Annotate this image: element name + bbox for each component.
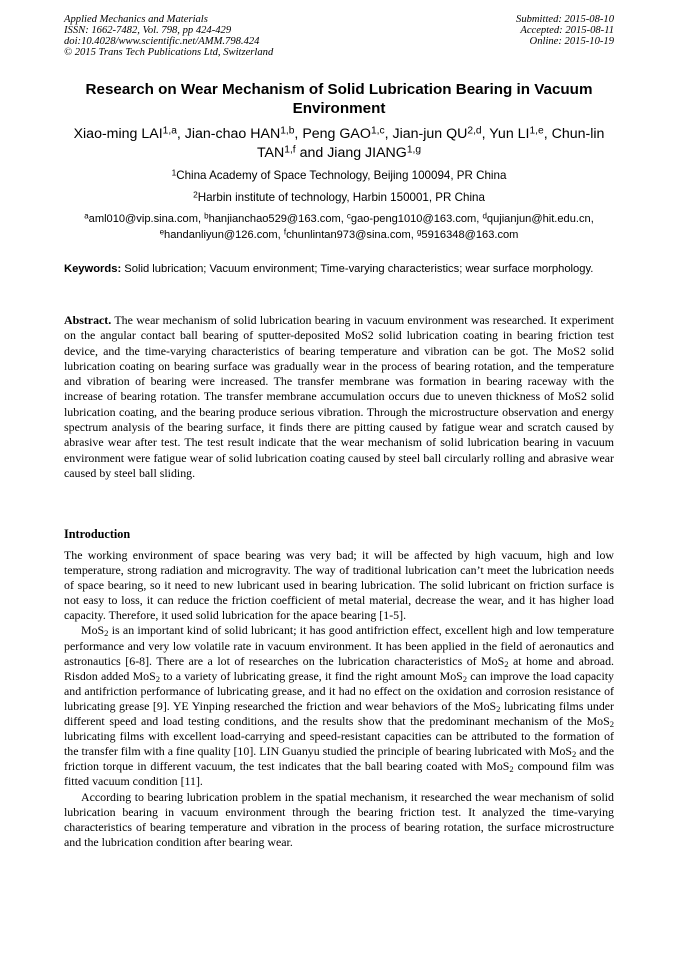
email-marker: d [482,211,487,221]
paragraph [64,623,614,789]
subscript: 2 [462,673,468,684]
affiliation-2 [64,190,614,205]
paragraph: The working environment of space bearing was very bad; it will be affected by high vacuum, high and low temperature, strong radiation and microgravity. The way of traditional lubrication can’t meet the lubrication needs of space bearing, so it need to new lubricant used in bearing lubrication. The solid lubricant on friction surface is not easy to loss, it can reduce the friction coefficient of metal material, decrease the wear, and it has higher load capacity. Therefore, it used solid lubrication for the apace bearing [1-5]. [64,548,614,623]
subscript: 2 [572,749,577,760]
email-marker: g [416,227,422,237]
email-address: gao-peng1010@163.com, [350,213,483,225]
online-date: Online: 2015-10-19 [529,36,614,47]
doi-link[interactable]: doi:10.4028/www.scientific.net/AMM.798.424 [64,36,260,47]
affiliation-text: Harbin institute of technology, Harbin 150001, PR China [197,191,485,204]
author-list: Xiao-ming LAI$^{1,a}$, Jian-chao HAN$^{1,b}$, Peng GAO$^{1,c}$, Jian-jun QU$^{2,d}$, Yun LI$^{1,e}$, Chun-lin TAN$^{1,f}$ and Jiang JIANG$^{1,g}$ [73,125,605,161]
text-run: lubricating films under different speed and load testing conditions, and the results show that the predominant mechanism of the MoS [64,698,614,729]
subscript: 2 [104,628,109,639]
subscript: 2 [504,658,509,669]
text-run: MoS [81,623,105,638]
keywords-text: Solid lubrication; Vacuum environment; Time-varying characteristics; wear surface morphology. [121,263,594,275]
affiliation-text: China Academy of Space Technology, Beijing 100094, PR China [176,169,507,182]
subscript: 2 [609,719,614,730]
email-address: aml010@vip.sina.com, [88,213,205,225]
email-address: 5916348@163.com [421,229,519,241]
subscript: 2 [509,764,514,775]
email-address: hanjianchao529@163.com, [208,213,347,225]
paragraph: According to bearing lubrication problem in the spatial mechanism, it researched the wear mechanism of solid lubrication bearing in vacuum environment through the bearing friction test. It analyzed the time-varying characteristics of bearing temperature and vibration in the process of bearing rotation, the surface microstructure and the lubrication condition after bearing wear. [64,789,614,849]
copyright-line: © 2015 Trans Tech Publications Ltd, Switzerland [64,47,274,58]
email-marker: e [159,227,165,237]
author-affiliation-marker: 1,f [284,144,296,156]
email-marker: b [204,211,209,221]
abstract-label: Abstract. [64,313,112,327]
introduction-body [64,548,614,850]
author-affiliation-marker: 1,b [280,125,295,137]
email-address: chunlintan973@sina.com, [286,229,417,241]
author-affiliation-marker: 2,d [467,125,482,137]
email-address: qujianjun@hit.edu.cn, [486,213,594,225]
email-address: handanliyun@126.com, [164,229,284,241]
email-marker: f [283,227,287,237]
abstract-block [64,313,614,481]
accepted-date: Accepted: 2015-08-11 [520,25,614,36]
issn-line: ISSN: 1662-7482, Vol. 798, pp 424-429 [64,25,232,36]
text-run: and the friction torque in different vacuum, the test indicates that the ball bearing coated with MoS [64,744,614,774]
keywords-label: Keywords: [64,263,122,275]
journal-name: Applied Mechanics and Materials [64,14,208,25]
abstract-text: The wear mechanism of solid lubrication bearing in vacuum environment was researched. It experiment on the angular contact ball bearing of sputter-deposited MoS2 solid lubrication coating in bearing friction test device, and the time-varying characteristics of bearing temperature and vibration can be got. The MoS2 solid lubrication coating on bearing surface was gradually wear in the process of bearing rotation, and the temperature and vibration of bearing were increased. The transfer membrane was formation in bearing raceway with the increase of bearing rotation. The transfer membrane accumulation occurs due to uneven thickness of MoS2 solid lubrication coating, and the bearing produce serious vibration. Through the microstructure observation and energy spectrum analysis of the bearing surface, it finds there are pitting caused by fatigue wear and scratch caused by abrasive wear after test. The test result indicate that the wear mechanism of solid lubrication bearing in vacuum environment were fatigue wear of solid lubrication coating caused by steel ball circularly rolling and abrasive wear caused by steel ball sliding. [64,313,614,480]
author-name: Xiao-ming LAI [73,126,163,142]
text-run: lubricating films with excellent load-carrying and speed-resistant capacities can be attributed to the formation of the transfer film with a fine quality [10]. LIN Guanyu studied the principle of bearing lubricated with MoS [64,729,614,759]
author-name: Jian-jun QU [392,126,468,142]
author-affiliation-marker: 1,a [162,125,177,137]
text-run: can improve the load capacity and antifriction performance of lubricating grease, and it had no effect on the oxidation and corrosion resistance of lubricating grease [9]. YE Yinping researched the friction and wear behaviors of the MoS [64,668,614,713]
author-affiliation-marker: 1,g [406,144,422,156]
text-run: to a variety of lubricating grease, it find the right amount MoS [160,668,463,683]
author-name: Chun-lin TAN [256,126,605,161]
author-name: Peng GAO [302,126,371,142]
subscript: 2 [496,704,501,715]
submitted-date: Submitted: 2015-08-10 [516,14,614,25]
email-list [64,211,614,243]
email-marker: c [346,211,351,221]
journal-info [64,14,273,58]
affiliation-1 [64,168,614,183]
email-marker: a [84,211,89,221]
text-run: compound film was fitted vacuum condition [11]. [64,759,614,789]
subscript: 2 [155,673,160,684]
paper-title: Research on Wear Mechanism of Solid Lubrication Bearing in Vacuum Environment [85,81,593,117]
author-affiliation-marker: 1,e [529,125,544,137]
keywords-block [64,262,614,276]
publication-header [64,14,614,58]
text-run: is an important kind of solid lubricant; it has good antifriction effect, excellent high and low temperature performance and very low volatile rate in vacuum environment. It has been applied in the field of aeronautics and astronautics [6-8]. There are a lot of researches on the lubrication characteristics of MoS [64,623,614,668]
introduction-heading: Introduction [64,527,131,541]
text-run: at home and abroad. Risdon added MoS [64,653,614,683]
dates-info [516,14,614,47]
affiliation-marker: 2 [193,189,198,200]
author-name: Jian-chao HAN [184,126,281,142]
author-name: Yun LI [489,126,530,142]
author-name: Jiang JIANG [327,145,407,161]
affiliation-marker: 1 [171,167,177,178]
author-affiliation-marker: 1,c [370,125,385,137]
